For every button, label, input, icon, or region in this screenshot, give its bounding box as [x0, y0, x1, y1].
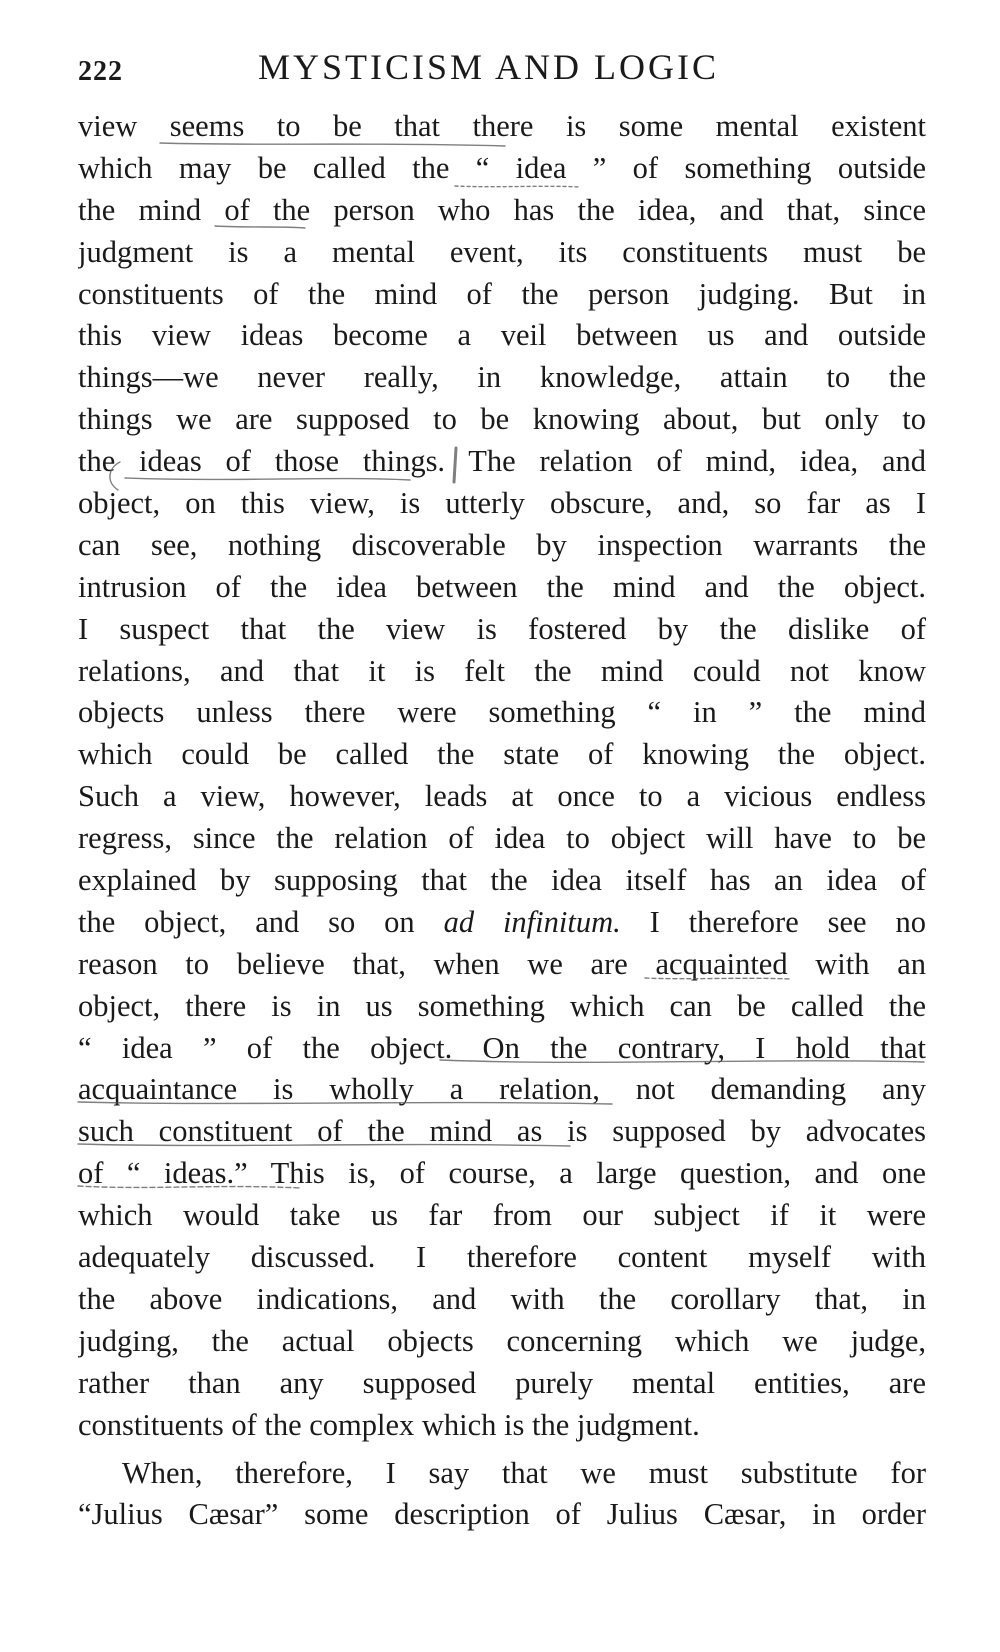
text-line: which could be called the state of knowing the object. [78, 737, 926, 772]
text-line: constituents of the mind of the person judging. But in [78, 276, 926, 311]
text-line: rather than any supposed purely mental entities, are [78, 1365, 926, 1400]
line-fragment: I therefore see no [620, 904, 926, 939]
text-line: the ideas of those things. The relation of mind, idea, and [78, 444, 926, 479]
line-fragment: the object, and so on [78, 904, 444, 939]
text-line: intrusion of the idea between the mind and the object. [78, 569, 926, 604]
running-title: MYSTICISM AND LOGIC [258, 47, 720, 87]
text-line-with-italic [78, 902, 926, 944]
text-line: object, there is in us something which can be called the [78, 988, 926, 1023]
text-line: I suspect that the view is fostered by the dislike of [78, 611, 926, 646]
text-line: the mind of the person who has the idea, and that, since [78, 192, 926, 227]
text-line: things we are supposed to be knowing about, but only to [78, 402, 926, 437]
text-line: Such a view, however, leads at once to a vicious endless [78, 779, 926, 814]
text-line: this view ideas become a veil between us and outside [78, 318, 926, 353]
text-line: such constituent of the mind as is supposed by advocates [78, 1114, 926, 1149]
text-line: the above indications, and with the corollary that, in [78, 1281, 926, 1316]
body-text [78, 106, 926, 1536]
text-line: can see, nothing discoverable by inspection warrants the [78, 527, 926, 562]
text-line: adequately discussed. I therefore content myself with [78, 1240, 926, 1275]
page-number: 222 [78, 56, 123, 87]
text-line: which would take us far from our subject if it were [78, 1198, 926, 1233]
text-line: object, on this view, is utterly obscure, and, so far as I [78, 486, 926, 521]
text-line: things—we never really, in knowledge, attain to the [78, 360, 926, 395]
text-line: When, therefore, I say that we must substitute for [122, 1455, 926, 1490]
text-line: which may be called the “ idea ” of something outside [78, 150, 926, 185]
text-line: reason to believe that, when we are acquainted with an [78, 946, 926, 981]
text-line: objects unless there were something “ in ” the mind [78, 695, 926, 730]
text-line: “Julius Cæsar” some description of Julius Cæsar, in order [78, 1497, 926, 1532]
page-header [78, 46, 926, 92]
text-line: judgment is a mental event, its constituents must be [78, 234, 926, 269]
text-line: “ idea ” of the object. On the contrary, I hold that [78, 1030, 926, 1065]
text-line: regress, since the relation of idea to object will have to be [78, 821, 926, 856]
text-line: judging, the actual objects concerning which we judge, [78, 1323, 926, 1358]
text-line: acquaintance is wholly a relation, not demanding any [78, 1072, 926, 1107]
text-line: relations, and that it is felt the mind could not know [78, 653, 926, 688]
text-line: view seems to be that there is some mental existent [78, 109, 926, 143]
text-line: constituents of the complex which is the judgment. [78, 1407, 700, 1442]
italic-phrase: ad infinitum. [443, 904, 621, 939]
text-line: of “ ideas.” This is, of course, a large question, and one [78, 1156, 926, 1191]
text-line: explained by supposing that the idea itself has an idea of [78, 863, 926, 898]
